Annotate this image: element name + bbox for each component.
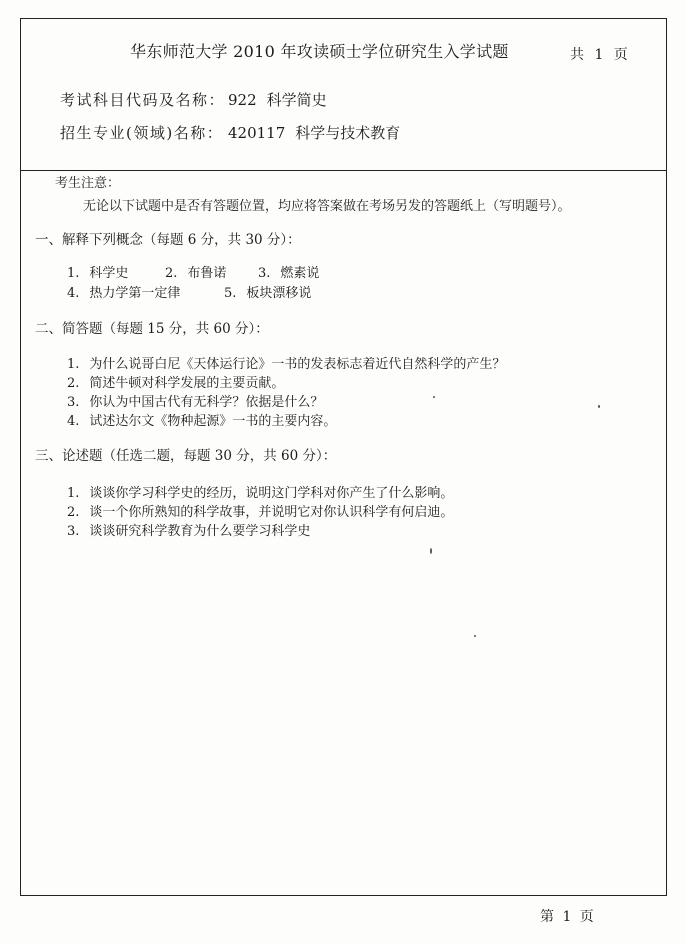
item-number: 2. <box>67 505 80 520</box>
major-code: 420117 <box>228 124 286 142</box>
item-number: 2. <box>165 266 178 281</box>
item-text: 你认为中国古代有无科学？依据是什么？ <box>89 395 324 410</box>
item-text: 热力学第一定律 <box>89 286 181 301</box>
item-number: 1. <box>67 486 80 501</box>
major-name: 科学与技术教育 <box>295 124 401 142</box>
scan-speck <box>430 548 432 554</box>
notice-text: 无论以下试题中是否有答题位置，均应将答案做在考场另发的答题纸上（写明题号）。 <box>83 199 571 214</box>
item-number: 3. <box>67 395 80 410</box>
major-label: 招生专业(领域)名称： <box>60 124 224 142</box>
item-text: 谈一个你所熟知的科学故事，并说明它对你认识科学有何启迪。 <box>89 505 454 520</box>
section-2-title: 二、简答题（每题 15 分，共 60 分）： <box>35 321 269 337</box>
notice-label: 考生注意： <box>55 176 121 191</box>
item-number: 1. <box>67 357 80 372</box>
item-text: 为什么说哥白尼《天体运行论》一书的发表标志着近代自然科学的产生？ <box>89 357 506 372</box>
subject-code: 922 <box>228 91 257 109</box>
item-number: 3. <box>258 266 271 281</box>
scan-speck <box>598 405 600 408</box>
item-text: 科学史 <box>89 266 129 281</box>
section-1-item-2 <box>165 267 226 280</box>
section-3-title: 三、论述题（任选二题，每题 30 分，共 60 分）： <box>35 448 337 464</box>
section-1-item-5 <box>224 287 311 300</box>
scan-speck <box>474 635 476 637</box>
section-1-item-4 <box>67 287 180 300</box>
section-2-item-1 <box>67 358 505 371</box>
item-text: 板块漂移说 <box>246 286 312 301</box>
page-count: 共 1 页 <box>570 47 628 63</box>
item-text: 谈谈研究科学教育为什么要学习科学史 <box>89 524 311 539</box>
major-row <box>60 126 400 141</box>
section-2-item-4 <box>67 415 336 428</box>
item-text: 燃素说 <box>280 266 320 281</box>
section-3-item-2 <box>67 506 453 519</box>
item-number: 5. <box>224 286 237 301</box>
item-text: 谈谈你学习科学史的经历，说明这门学科对你产生了什么影响。 <box>89 486 454 501</box>
section-2-item-3 <box>67 396 323 409</box>
exam-title: 华东师范大学 2010 年攻读硕士学位研究生入学试题 <box>130 42 509 61</box>
section-3-item-1 <box>67 487 453 500</box>
section-1-title: 一、解释下列概念（每题 6 分，共 30 分）： <box>35 232 301 248</box>
subject-name: 科学简史 <box>266 91 327 109</box>
item-number: 1. <box>67 266 80 281</box>
item-number: 4. <box>67 414 80 429</box>
subject-row <box>60 93 327 108</box>
section-1-item-3 <box>258 267 319 280</box>
header-divider <box>20 170 667 171</box>
section-2-item-2 <box>67 377 284 390</box>
item-number: 3. <box>67 524 80 539</box>
subject-label: 考试科目代码及名称： <box>60 91 226 109</box>
scan-speck <box>433 396 435 398</box>
item-text: 简述牛顿对科学发展的主要贡献。 <box>89 376 285 391</box>
page-number-footer: 第 1 页 <box>540 909 594 925</box>
item-number: 4. <box>67 286 80 301</box>
section-1-item-1 <box>67 267 128 280</box>
item-text: 布鲁诺 <box>187 266 227 281</box>
section-3-item-3 <box>67 525 310 538</box>
item-number: 2. <box>67 376 80 391</box>
item-text: 试述达尔文《物种起源》一书的主要内容。 <box>89 414 337 429</box>
